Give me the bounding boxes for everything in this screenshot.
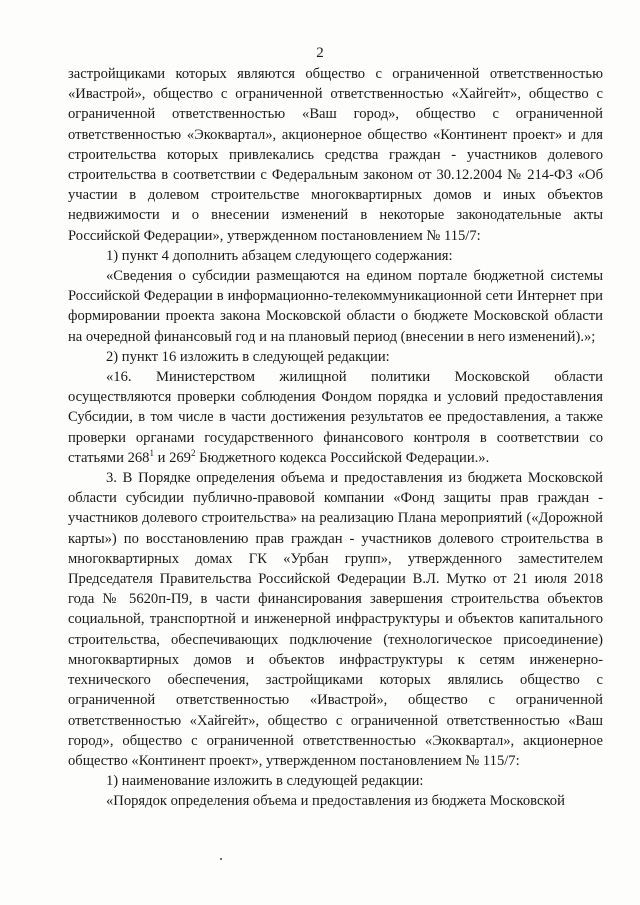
scan-speck [220, 858, 222, 860]
paragraph-3: «Сведения о субсидии размещаются на едином портале бюджетной системы Российской Федерации в информационно-телекоммуникационной сети Интернет при формировании проекта закона Московской области о бюджете Московской области на очередной финансовый год и на плановый период (внесении в него изменений).»; [68, 268, 603, 345]
paragraph-2: 1) пункт 4 дополнить абзацем следующего содержания: [106, 247, 453, 264]
paragraph-5-text-start: «16. Министерством жилищной политики Московской области осуществляются проверки соблюдения Фондом порядка и условий предоставления Субсидии, в том числе в части достижения результатов ее предоставления, а также проверки органами государственного финансового контроля в соответствии со статьями 268 [68, 369, 603, 466]
superscript-1: 1 [149, 448, 154, 458]
document-body [68, 64, 603, 812]
superscript-2: 2 [190, 448, 196, 458]
paragraph-8: «Порядок определения объема и предоставления из бюджета Московской [106, 793, 565, 810]
paragraph-7: 1) наименование изложить в следующей редакции: [106, 773, 424, 790]
paragraph-5 [68, 367, 603, 468]
paragraph-4: 2) пункт 16 изложить в следующей редакции: [106, 348, 390, 365]
paragraph-1: застройщиками которых являются общество с ограниченной ответственностью «Ивастрой», общество с ограниченной ответственностью «Хайгейт», общество с ограниченной ответственностью «Ваш город», общество с ограниченной ответственностью «Экоквартал», акционерное общество «Континент проект» и для строительства которых привлекались средства граждан - участников долевого строительства в соответствии с Федеральным законом от 30.12.2004 № 214-ФЗ «Об участии в долевом строительстве многоквартирных домов и иных объектов недвижимости и о внесении изменений в некоторые законодательные акты Российской Федерации», утвержденном постановлением № 115/7: [68, 66, 603, 244]
paragraph-5-text-between: и 269 [153, 449, 191, 466]
paragraph-6: 3. В Порядке определения объема и предоставления из бюджета Московской области субсидии публично-правовой компании «Фонд защиты прав граждан - участников долевого строительства» на реализацию Плана мероприятий («Дорожной карты») по восстановлению прав граждан - участников долевого строительства в многоквартирных домах ГК «Урбан групп», утвержденного заместителем Председателя Правительства Российской Федерации В.Л. Мутко от 21 июля 2018 года № 5620п-П9, в части финансирования завершения строительства объектов социальной, транспортной и инженерной инфраструктуры и объектов капитального строительства, обеспечивающих подключение (технологическое присоединение) многоквартирных домов и объектов инфраструктуры к сетям инженерно-технического обеспечения, застройщиками которых являлись общество с ограниченной ответственностью «Ивастрой», общество с ограниченной ответственностью «Хайгейт», общество с ограниченной ответственностью «Ваш город», общество с ограниченной ответственностью «Экоквартал», акционерное общество «Континент проект», утвержденном постановлением № 115/7: [68, 470, 603, 769]
paragraph-5-text-end: Бюджетного кодекса Российской Федерации.». [195, 449, 490, 466]
page-number: 2 [316, 45, 324, 61]
